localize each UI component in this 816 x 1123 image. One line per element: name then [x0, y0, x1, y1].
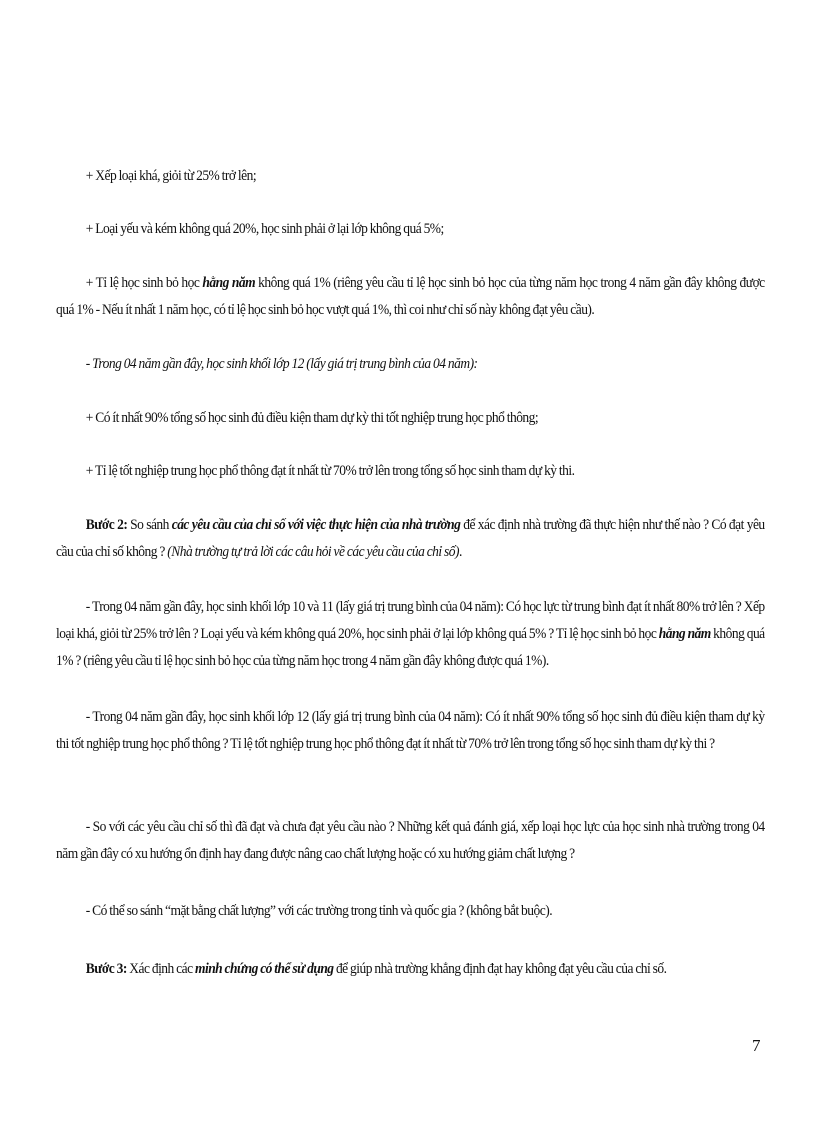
paragraph-quality-comparison	[56, 898, 765, 925]
paragraph-text: để giúp nhà trường khẳng định đạt hay không đạt yêu cầu của chỉ số.	[333, 961, 667, 977]
italic-note: (Nhà trường tự trả lời các câu hỏi về các yêu cầu của chỉ số)	[167, 544, 459, 560]
paragraph-text: + Tỉ lệ học sinh bỏ học	[85, 275, 203, 291]
paragraph-text: + Có ít nhất 90% tổng số học sinh đủ điều kiện tham dự kỳ thi tốt nghiệp trung học phổ thông;	[85, 410, 539, 426]
paragraph-text: - Trong 04 năm gần đây, học sinh khối lớp 10 và 11 (lấy giá trị trung bình của 04 năm): Có học lực từ trung bình đạt ít nhất 80% trở lên ? Xếp loại khá, giỏi từ 25% trở lên ? Loại yếu và kém không quá 20%, học sinh phải ở lại lớp không quá 5% ? Tỉ lệ học sinh bỏ học	[56, 599, 765, 642]
emphasis-text: hằng năm	[202, 275, 256, 291]
paragraph-text: - Trong 04 năm gần đây, học sinh khối lớp 12 (lấy giá trị trung bình của 04 năm):	[85, 356, 478, 372]
paragraph-text: So sánh	[127, 517, 172, 533]
paragraph-text: không quá 1% (riêng yêu cầu tỉ lệ học sinh bỏ học của từng năm học trong 4 năm gần đây không được quá 1% - Nếu ít nhất 1 năm học, có tỉ lệ học sinh bỏ học vượt quá 1%, thì coi như chỉ số này không đạt yêu cầu).	[56, 275, 765, 318]
paragraph-text: + Tỉ lệ tốt nghiệp trung học phổ thông đạt ít nhất từ 70% trở lên trong tổng số học sinh tham dự kỳ thi.	[85, 463, 575, 479]
step-label: Bước 2:	[85, 517, 128, 533]
paragraph-step-3	[56, 956, 765, 983]
emphasis-text: minh chứng có thể sử dụng	[194, 961, 334, 977]
paragraph-grade12-questions	[56, 704, 765, 758]
paragraph-grade10-11-questions	[56, 594, 765, 675]
page-number: 7	[752, 1036, 761, 1055]
paragraph-dropout-rate	[56, 270, 765, 324]
emphasis-text: các yêu cầu của chỉ số với việc thực hiện của nhà trường	[171, 517, 461, 533]
paragraph-step-2	[56, 512, 765, 566]
paragraph-grade12-heading	[56, 351, 765, 378]
paragraph-exam-eligibility	[56, 405, 765, 432]
paragraph-ranking-good	[56, 163, 765, 190]
paragraph-text: + Loại yếu và kém không quá 20%, học sinh phải ở lại lớp không quá 5%;	[85, 221, 444, 237]
paragraph-text: - Có thể so sánh “mặt bằng chất lượng” với các trường trong tỉnh và quốc gia ? (không bắt buộc).	[85, 903, 553, 919]
paragraph-text: .	[458, 544, 462, 560]
paragraph-text: để xác định nhà trường đã thực hiện như thế nào ? Có đạt yêu cầu của chỉ số không ?	[56, 517, 765, 560]
paragraph-text: - So với các yêu cầu chỉ số thì đã đạt và chưa đạt yêu cầu nào ? Những kết quả đánh giá, xếp loại học lực của học sinh nhà trường trong 04 năm gần đây có xu hướng ổn định hay đang được nâng cao chất lượng hoặc có xu hướng giảm chất lượng ?	[56, 819, 765, 862]
paragraph-graduation-rate	[56, 458, 765, 485]
paragraph-text: Xác định các	[126, 961, 195, 977]
emphasis-text: hằng năm	[658, 626, 711, 642]
step-label: Bước 3:	[85, 961, 127, 977]
paragraph-comparison-questions	[56, 814, 765, 868]
paragraph-text: - Trong 04 năm gần đây, học sinh khối lớp 12 (lấy giá trị trung bình của 04 năm): Có ít nhất 90% tổng số học sinh đủ điều kiện tham dự kỳ thi tốt nghiệp trung học phổ thông ? Tỉ lệ tốt nghiệp trung học phổ thông đạt ít nhất từ 70% trở lên trong tổng số học sinh tham dự kỳ thi ?	[56, 709, 765, 752]
paragraph-text: + Xếp loại khá, giỏi từ 25% trở lên;	[85, 168, 257, 184]
paragraph-ranking-weak	[56, 216, 765, 243]
paragraph-text: không quá 1% ? (riêng yêu cầu tỉ lệ học sinh bỏ học của từng năm học trong 4 năm gần đây không được quá 1%).	[56, 626, 765, 669]
